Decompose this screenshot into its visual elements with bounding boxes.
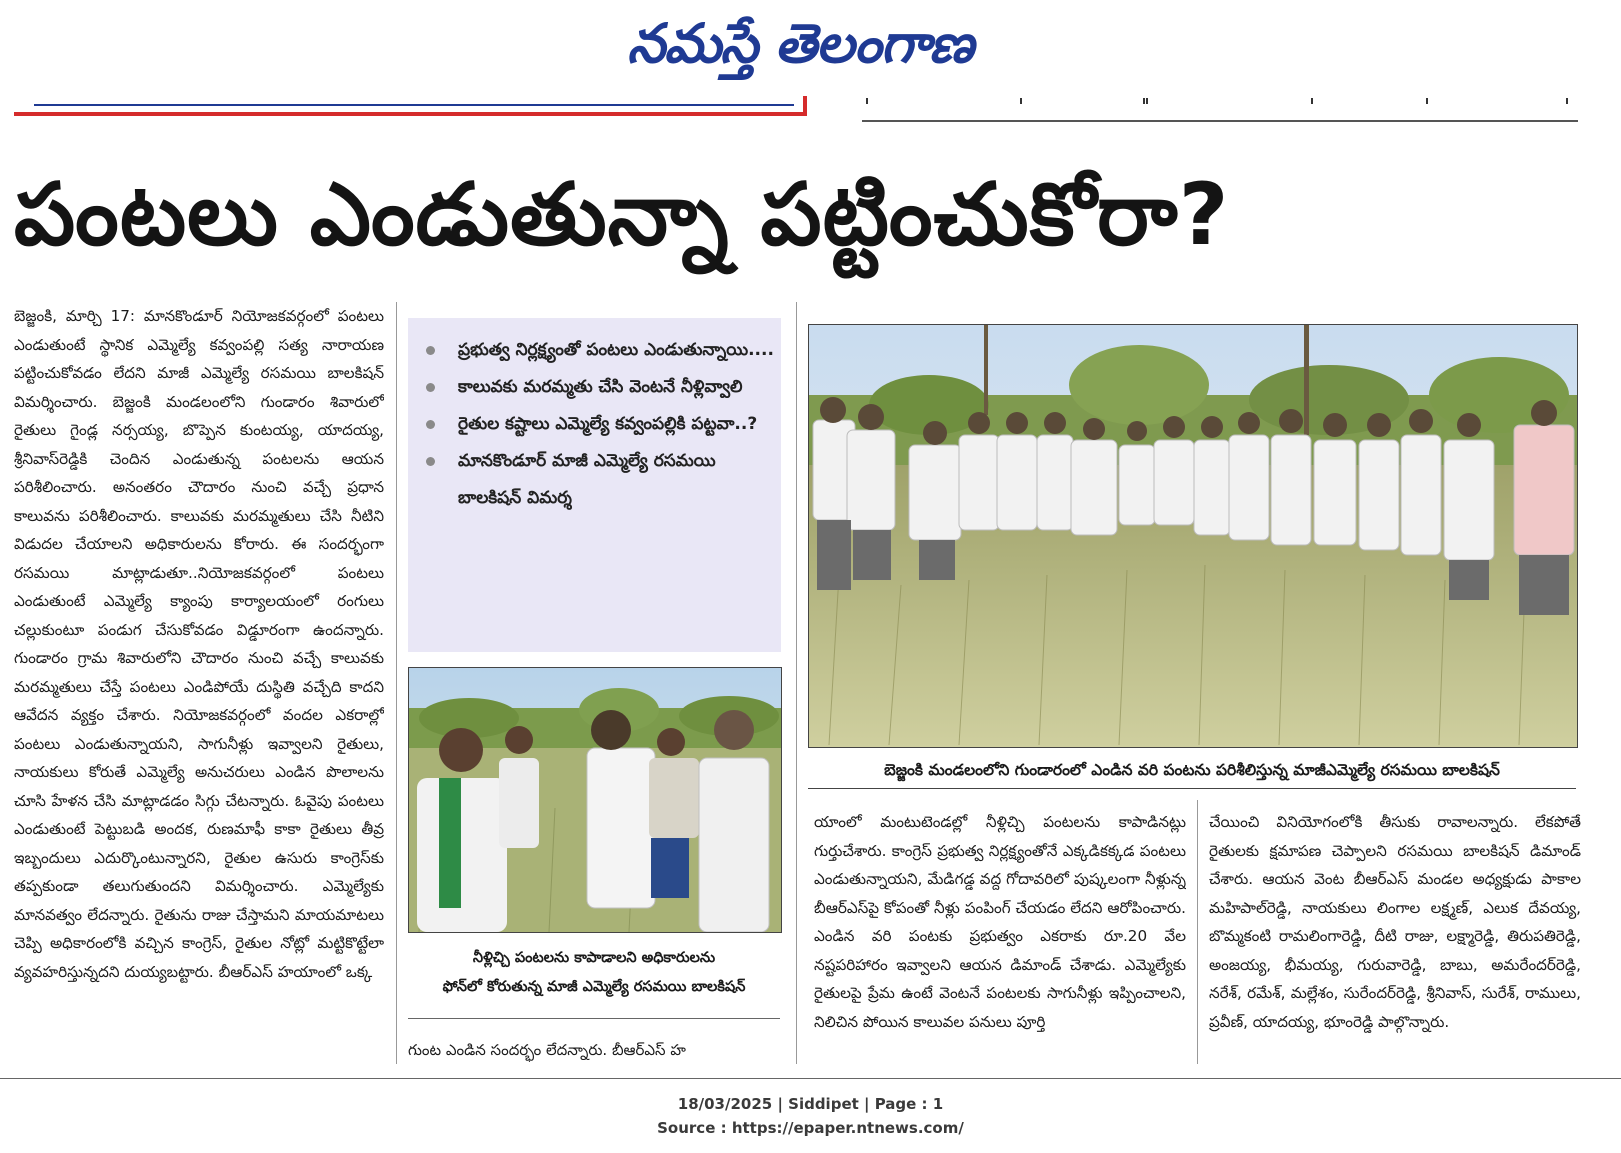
article-column-2: గుంట ఎండిన సందర్భం లేదన్నారు. బీఆర్‌ఎస్ హ [408, 1041, 686, 1059]
footer-date-line: 18/03/2025 | Siddipet | Page : 1 [677, 1095, 944, 1113]
caption-line: నీళ్లిచ్చి పంటలను కాపాడాలని అధికారులను [472, 950, 716, 966]
masthead-rule-left [14, 96, 807, 120]
highlight-item [422, 332, 781, 369]
page-footer [0, 1092, 1621, 1140]
bullet-icon [426, 457, 435, 466]
column-divider [796, 302, 797, 1064]
footer-source-link[interactable]: Source : https://epaper.ntnews.com/ [657, 1119, 964, 1137]
masthead-title: నమస్తే తెలంగాణ [627, 11, 973, 75]
photo-caption-secondary [408, 944, 780, 1006]
article-column-4: చేయించి వినియోగంలోకి తీసుకు రావాలన్నారు. లేకపోతే రైతులకు క్షమాపణ చెప్పాలని రసమయి బాలకిషన్ డిమాండ్ చేశారు. ఆయన వెంట బీఆర్‌ఎస్ మండల అధ్యక్షుడు పాకాల మహిపాల్‌రెడ్డి, నాయకులు లింగాల లక్ష్మణ్, ఎలుక దేవయ్య, బొమ్మకంటి రామలింగారెడ్డి, దీటి రాజు, లక్ష్మారెడ్డి, తిరుపతిరెడ్డి, అంజయ్య, భీమయ్య, గురువారెడ్డి, బాబు, అమరేందర్‌రెడ్డి, నరేశ్, రమేశ్, మల్లేశం, సురేందర్‌రెడ్డి, శ్రీనివాస్, సురేశ్, రాములు, ప్రవీణ్, యాదయ్య, భూంరెడ్డి పాల్గొన్నారు. [1209, 813, 1581, 1031]
column-divider [408, 1018, 780, 1019]
highlight-item [422, 406, 781, 443]
photo-caption-main: బెజ్జంకి మండలంలోని గుండారంలో ఎండిన వరి పంటను పరిశీలిస్తున్న మాజీఎమ్మెల్యే రసమయి బాలకిషన్ [808, 752, 1576, 789]
article-column-3: యాంలో మంటుటెండల్లో నీళ్లిచ్చి పంటలను కాపాడినట్లు గుర్తుచేశారు. కాంగ్రెస్ ప్రభుత్వ నిర్లక్ష్యంతోనే ఎక్కడికక్కడ పంటలు ఎండుతున్నాయని, మేడిగడ్డ వద్ద గోదావరిలో పుష్కలంగా నీళ్లున్న బీఆర్‌ఎస్‌పై కోపంతో నీళ్లు పంపింగ్ చేయడం లేదని ఆరోపించారు. ఎండిన వరి పంటకు ప్రభుత్వం ఎకరాకు రూ.20 వేల నష్టపరిహారం ఇవ్వాలని ఆయన డిమాండ్ చేశాడు. ఎమ్మెల్యేకు రైతులపై ప్రేమ ఉంటే వెంటనే పంటలకు సాగునీళ్లు ఇప్పించాలని, నిలిచిన పోయిన కాలువల పనులు పూర్తి [814, 813, 1186, 1031]
bullet-icon [426, 383, 435, 392]
bullet-icon [426, 346, 435, 355]
photo-field-inspection [808, 324, 1578, 748]
highlight-item [422, 369, 781, 406]
highlight-text: మానకొండూర్ మాజీ ఎమ్మెల్యే రసమయి బాలకిషన్ విమర్శ [458, 451, 716, 508]
caption-line: ఫోన్‌లో కోరుతున్న మాజీ ఎమ్మెల్యే రసమయి బాలకిషన్ [442, 979, 746, 995]
masthead-rule-ticks [862, 98, 1578, 106]
highlight-item [422, 443, 781, 517]
column-divider [396, 302, 397, 1064]
highlight-text: రైతుల కష్టాలు ఎమ్మెల్యే కవ్వంపల్లికి పట్టవా..? [458, 414, 758, 434]
footer-rule [0, 1078, 1621, 1079]
bullet-icon [426, 420, 435, 429]
masthead-rule-right [862, 120, 1578, 122]
headline: పంటలు ఎండుతున్నా పట్టించుకోరా? [14, 165, 1230, 265]
highlight-text: కాలువకు మరమ్మతు చేసి వెంటనే నీళ్లివ్వాలి [458, 377, 743, 397]
highlight-text: ప్రభుత్వ నిర్లక్ష్యంతో పంటలు ఎండుతున్నాయి.... [458, 340, 774, 360]
column-divider [1197, 800, 1198, 1064]
photo-phone-call [408, 667, 782, 933]
article-column-1: బెజ్జంకి, మార్చి 17: మానకొండూర్ నియోజకవర్గంలో పంటలు ఎండుతుంటే స్థానిక ఎమ్మెల్యే కవ్వంపల్లి సత్య నారాయణ పట్టించుకోవడం లేదని మాజీ ఎమ్మెల్యే రసమయి బాలకిషన్ విమర్శించారు. బెజ్జంకి మండలంలోని గుండారం శివారులో రైతులు గైండ్ల నర్సయ్య, బొప్పెన కుంటయ్య, యాదయ్య, శ్రీనివాస్‌రెడ్డికి చెందిన ఎండుతున్న పంటలను ఆయన పరిశీలించారు. అనంతరం చౌదారం నుంచి వచ్చే ప్రధాన కాలువను పరిశీలించారు. కాలువకు మరమ్మతులు చేసి నీటిని విడుదల చేయాలని అధికారులను కోరారు. ఈ సందర్భంగా రసమయి మాట్లాడుతూ..నియోజకవర్గంలో పంటలు ఎండుతుంటే ఎమ్మెల్యే క్యాంపు కార్యాలయంలో రంగులు చల్లుకుంటూ పండుగ చేసుకోవడం విడ్డూరంగా ఉందన్నారు. గుండారం గ్రామ శివారులోని చౌదారం నుంచి వచ్చే కాలువకు మరమ్మతులు చేస్తే పంటలు ఎండిపోయే దుస్థితి వచ్చేది కాదని ఆవేదన వ్యక్తం చేశారు. నియోజకవర్గంలో వందల ఎకరాల్లో పంటలు ఎండుతున్నాయని, సాగునీళ్లు ఇవ్వాలని రైతులు, నాయకులు కోరుతే ఎమ్మెల్యే అనుచరులు ఎండిన పొలాలను చూసి హేళన చేసి మాట్లాడడం సిగ్గు చేటన్నారు. ఓవైపు పంటలు ఎండుతుంటే పెట్టుబడి అందక, రుణమాఫీ కాకా రైతులు తీవ్ర ఇబ్బందులు ఎదుర్కొంటున్నారని, రైతుల ఉసురు కాంగ్రెస్‌కు తప్పకుండా తలుగుతుందని విమర్శించారు. ఎమ్మెల్యేకు మానవత్వం లేదన్నారు. రైతును రాజు చేస్తామని మాయమాటలు చెప్పి అధికారంలోకి వచ్చిన కాంగ్రెస్, రైతుల నోట్లో మట్టికొట్టేలా వ్యవహరిస్తున్నదని దుయ్యబట్టారు. బీఆర్‌ఎస్ హయాంలో ఒక్క [14, 307, 384, 981]
highlights-box [408, 318, 781, 652]
